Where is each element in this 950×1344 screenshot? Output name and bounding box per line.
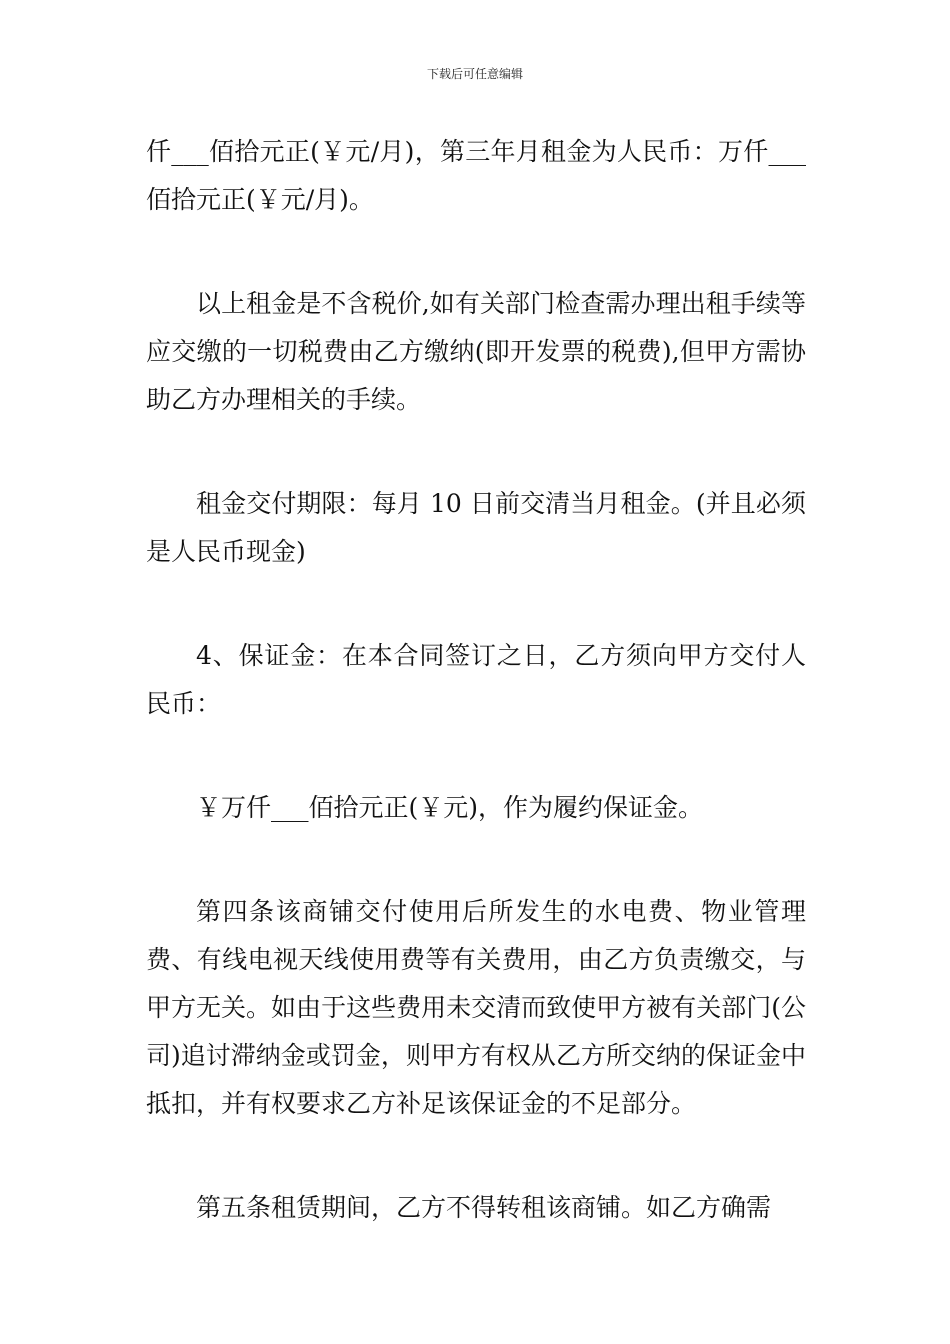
paragraph-payment-deadline: 租金交付期限：每月 10 日前交清当月租金。(并且必须是人民币现金)	[146, 489, 806, 566]
paragraph-article-five: 第五条租赁期间，乙方不得转租该商铺。如乙方确需	[196, 1193, 772, 1222]
paragraph-deposit-amount: ￥万仟___佰拾元正(￥元)，作为履约保证金。	[196, 793, 704, 822]
paragraph-rent-years: 仟___佰拾元正(￥元/月)，第三年月租金为人民币：万仟___佰拾元正(￥元/月)。	[146, 137, 806, 214]
document-body	[146, 128, 806, 1232]
paragraph-article-four: 第四条该商铺交付使用后所发生的水电费、物业管理费、有线电视天线使用费等有关费用，由乙方负责缴交，与甲方无关。如由于这些费用未交清而致使甲方被有关部门(公司)追讨滞纳金或罚金，则甲方有权从乙方所交纳的保证金中抵扣，并有权要求乙方补足该保证金的不足部分。	[146, 897, 806, 1118]
paragraph-tax-note: 以上租金是不含税价,如有关部门检查需办理出租手续等应交缴的一切税费由乙方缴纳(即开发票的税费),但甲方需协助乙方办理相关的手续。	[146, 289, 806, 414]
paragraph-deposit: 4、保证金：在本合同签订之日，乙方须向甲方交付人民币：	[146, 641, 806, 718]
page-header: 下载后可任意编辑	[426, 67, 523, 81]
